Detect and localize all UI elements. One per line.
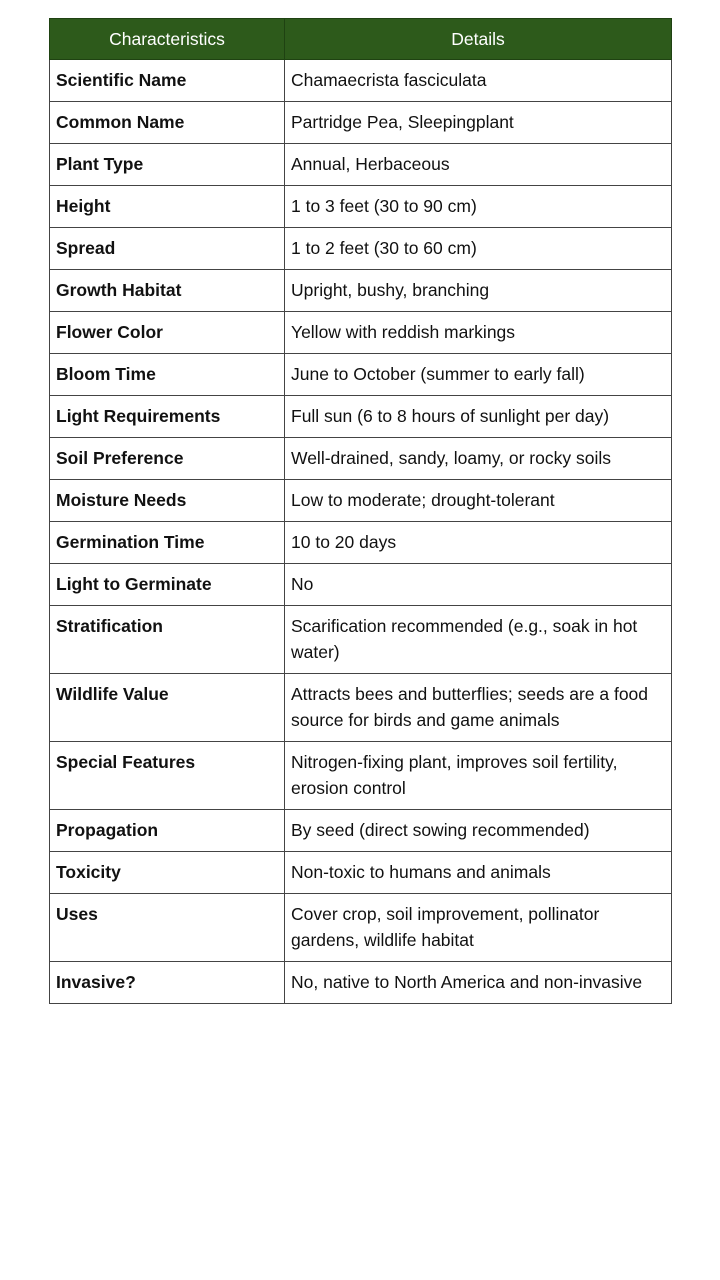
- row-value: Non-toxic to humans and animals: [285, 852, 672, 894]
- table-row: [50, 962, 672, 1004]
- row-label: Moisture Needs: [50, 480, 285, 522]
- row-value: 1 to 3 feet (30 to 90 cm): [285, 186, 672, 228]
- row-value: Yellow with reddish markings: [285, 312, 672, 354]
- row-label: Spread: [50, 228, 285, 270]
- row-label: Soil Preference: [50, 438, 285, 480]
- row-label: Propagation: [50, 810, 285, 852]
- row-label: Light to Germinate: [50, 564, 285, 606]
- row-value: Partridge Pea, Sleepingplant: [285, 102, 672, 144]
- table-row: [50, 674, 672, 742]
- row-value: June to October (summer to early fall): [285, 354, 672, 396]
- table-row: [50, 480, 672, 522]
- table-row: [50, 60, 672, 102]
- row-label: Invasive?: [50, 962, 285, 1004]
- row-label: Growth Habitat: [50, 270, 285, 312]
- row-value: 10 to 20 days: [285, 522, 672, 564]
- row-label: Wildlife Value: [50, 674, 285, 742]
- table-row: [50, 312, 672, 354]
- row-value: Annual, Herbaceous: [285, 144, 672, 186]
- row-label: Common Name: [50, 102, 285, 144]
- row-value: No: [285, 564, 672, 606]
- table-row: [50, 606, 672, 674]
- row-label: Bloom Time: [50, 354, 285, 396]
- table-row: [50, 438, 672, 480]
- row-label: Special Features: [50, 742, 285, 810]
- row-label: Plant Type: [50, 144, 285, 186]
- table-row: [50, 852, 672, 894]
- row-value: Scarification recommended (e.g., soak in hot water): [285, 606, 672, 674]
- plant-characteristics-table: [49, 18, 672, 1004]
- row-value: Chamaecrista fasciculata: [285, 60, 672, 102]
- table-row: [50, 564, 672, 606]
- table-row: [50, 894, 672, 962]
- row-label: Uses: [50, 894, 285, 962]
- row-value: Well-drained, sandy, loamy, or rocky soils: [285, 438, 672, 480]
- table-row: [50, 144, 672, 186]
- table-row: [50, 810, 672, 852]
- row-label: Light Requirements: [50, 396, 285, 438]
- table-row: [50, 186, 672, 228]
- column-header-details: Details: [285, 19, 672, 60]
- row-label: Stratification: [50, 606, 285, 674]
- table-header: [50, 19, 672, 60]
- header-row: [50, 19, 672, 60]
- row-value: Low to moderate; drought-tolerant: [285, 480, 672, 522]
- row-value: Cover crop, soil improvement, pollinator gardens, wildlife habitat: [285, 894, 672, 962]
- column-header-characteristics: Characteristics: [50, 19, 285, 60]
- row-value: 1 to 2 feet (30 to 60 cm): [285, 228, 672, 270]
- table-row: [50, 742, 672, 810]
- row-value: Nitrogen-fixing plant, improves soil fertility, erosion control: [285, 742, 672, 810]
- row-value: By seed (direct sowing recommended): [285, 810, 672, 852]
- table-row: [50, 522, 672, 564]
- row-value: Full sun (6 to 8 hours of sunlight per day): [285, 396, 672, 438]
- row-label: Germination Time: [50, 522, 285, 564]
- table-row: [50, 228, 672, 270]
- row-label: Flower Color: [50, 312, 285, 354]
- row-value: Attracts bees and butterflies; seeds are a food source for birds and game animals: [285, 674, 672, 742]
- table-row: [50, 396, 672, 438]
- table-body: [50, 60, 672, 1004]
- table-row: [50, 354, 672, 396]
- row-label: Toxicity: [50, 852, 285, 894]
- row-label: Height: [50, 186, 285, 228]
- row-label: Scientific Name: [50, 60, 285, 102]
- table-row: [50, 270, 672, 312]
- row-value: Upright, bushy, branching: [285, 270, 672, 312]
- table-row: [50, 102, 672, 144]
- plant-characteristics-sheet: [49, 18, 671, 1004]
- row-value: No, native to North America and non-invasive: [285, 962, 672, 1004]
